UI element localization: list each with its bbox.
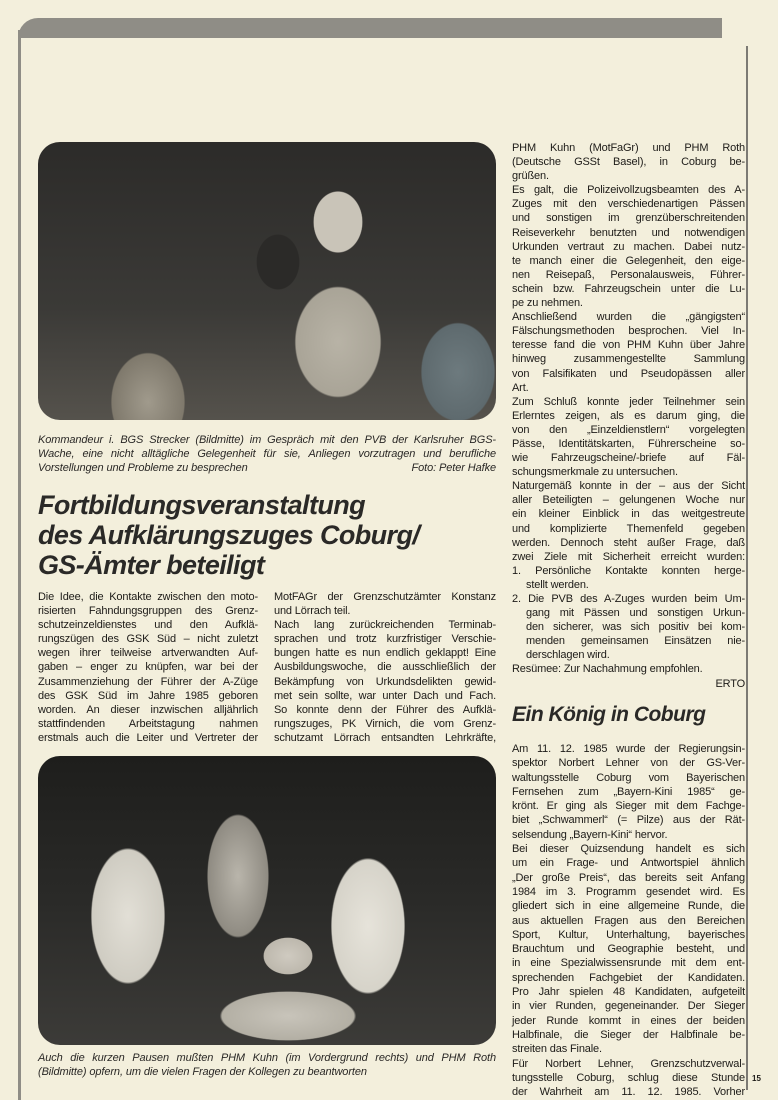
text-line: Zum Schluß konnte jeder Teilnehmer sein [512,395,745,408]
text-line: Kommandeur i. BGS Strecker (Bildmitte) im Gespräch mit den PVB der Karlsruher BGS- [38,434,496,446]
text-line: Ausbildungswoche, die ausschließlich der [274,661,496,674]
text-line: jeder Runde kommt in eines der beiden [512,1014,745,1027]
text-line: wie Fahrzeugscheine/-briefe auf Fäl- [512,452,745,465]
text-line: wegen ihrer teilweise artverwandten Auf- [38,647,258,660]
text-line: waltungsstelle Coburg vom Bayerischen [512,771,745,784]
photo2-caption [38,1051,496,1079]
text-line: hinweg zusammengestellte Sammlung [512,353,745,366]
text-line: Erlerntes zeigen, als es darum ging, die [512,409,745,422]
text-line: Sport, Kultur, Unterhaltung, bayerisches [512,928,745,941]
text-line: grüßen. [512,170,549,183]
header-band-inner [30,38,750,48]
text-line: Fälschungsmethoden besprochen. Viel In- [512,325,745,338]
text-line: und sonstigen im grenzüberschreitenden [512,212,745,225]
article2-headline: Ein König in Coburg [512,703,706,726]
text-line: Zusammenziehung der Führer der A-Züge [38,675,258,688]
text-line: der Wahrheit am 11. 12. 1985. Vorher [512,1086,745,1099]
text-line: 1. Persönliche Kontakte konnten herge- [512,564,745,577]
text-line: Reiseverkehr benutzten und notwendigen [512,226,745,239]
headline-line: des Aufklärungszuges Coburg/ [38,520,420,550]
text-line: MotFAGr der Grenzschutzämter Konstanz [274,591,496,603]
text-line: rungszügen des GSK Süd – nicht zuletzt [38,633,258,646]
text-line: Art. [512,381,529,394]
text-line: pe zu nehmen. [512,297,583,310]
text-line: erstmals auch die Leiter und Vertreter der [38,731,258,744]
text-line: tungsstelle Coburg, schlug diese Stunde [512,1071,745,1084]
text-line: aus aktuellen Fragen aus den Bereichen [512,914,745,927]
text-line: Halbfinale, die Sieger der Halbfinale be- [512,1028,745,1041]
text-line: 1984 im 3. Programm gesendet wird. Es [512,885,745,898]
text-line: aller Beteiligten – gelungenen Woche nur [512,494,745,507]
text-line: schungsmerkmale zu untersuchen. [512,466,678,479]
text-line: So konnte denn der Führer des Aufklä- [274,703,496,716]
text-line: sprachen und trotz kurzfristiger Verschie- [274,633,496,646]
text-line: Wache, eine nicht alltägliche Gelegenheit für sie, Anliegen vorzutragen und berufliche [38,448,496,460]
text-line: schutzamt Lörrach entsandten Lehrkräfte, [274,731,496,744]
page-number: 15 [752,1074,761,1083]
text-line: selsendung „Bayern-Kini“ hervor. [512,828,668,841]
text-line: teresse fand die von PHM Kuhn über Jahre [512,339,745,352]
header-band [18,18,722,38]
text-line: Pässe, Identitätskarten, Führerscheine so- [512,437,745,450]
text-line: werden. Dennoch steht außer Frage, daß [512,536,745,549]
text-line: met sein sollte, war unter Dach und Fach. [274,689,496,702]
text-line: Fernsehen zum „Bayern-Kini 1985“ ge- [512,785,745,798]
text-line: risierten Fahndungsgruppen des Grenz- [38,605,258,618]
photo1-caption [38,433,496,475]
text-line: Es galt, die Polizeivollzugsbeamten des A- [512,184,745,197]
text-line: Auch die kurzen Pausen mußten PHM Kuhn (im Vordergrund rechts) und PHM Roth [38,1052,496,1064]
text-line: Bei dieser Quizsendung handelt es sich [512,843,745,856]
text-line: Zuges mit den verschiedenartigen Pässen [512,198,745,211]
text-line: den sicherer, was sich positiv bei kom- [526,621,745,634]
text-line: zwei Ziele mit Sicherheit erreicht wurden: [512,550,745,563]
text-line: Brauchtum und Geographie besteht, und [512,943,745,956]
text-line: Resümee: Zur Nachahmung empfohlen. [512,663,703,676]
text-line: von Falsifikaten und Pseudopässen aller [512,367,745,380]
caption-line [38,461,496,475]
text-line: derschlagen wird. [526,649,610,662]
text-line: gaben – enger zu knüpfen, war bei der [38,661,258,674]
text-line: biet „Schwammerl“ (= Pilze) aus der Rät- [512,814,745,827]
text-line: gang mit Pässen und sonstigen Urkun- [526,607,745,620]
headline-line: Fortbildungsveranstaltung [38,490,366,520]
text-line: schein bzw. Fahrzeugschein unter die Lu- [512,282,745,295]
text-line: „Der große Preis“, das bereits seit Anfang [512,871,745,884]
text-line: Urkunden vertraut zu machen. Dabei nutz- [512,240,745,253]
text-line: um ein Frage- und Antwortspiel ähnlich [512,857,745,870]
text-line: spektor Norbert Lehner von der GS-Ver- [512,757,745,770]
text-line: schutzeinzeldienstes und den Aufklä- [38,619,258,632]
text-line: streiten das Finale. [512,1043,602,1056]
text-line: PHM Kuhn (MotFaGr) und PHM Roth [512,142,745,154]
text-line: ERTO [715,677,745,690]
text-line: te manch einer die Gelegenheit, den eige- [512,254,745,267]
text-line: sprechenden Fachgebiet der Kandidaten. [512,971,745,984]
article-headline [38,490,498,580]
text-line: bungen hatte es nun endlich geklappt! Eine [274,647,496,660]
text-line: menden gemeinsamen Einsätzen nie- [526,635,745,648]
article-column-1 [38,590,258,745]
photo-credit: Foto: Peter Hafke [411,462,496,474]
text-line: Nach lang zurückreichenden Terminab- [274,619,496,632]
text-line: Die Idee, die Kontakte zwischen den moto- [38,591,258,603]
text-line: und Lörrach teil. [274,605,351,618]
text-line: und komplizierte Themenfeld gegeben [512,522,745,535]
text-line: stellt werden. [526,578,589,591]
photo-document-inspection [38,756,496,1045]
text-line: in vier Runden, gegeneinander. Der Sieger [512,1000,745,1013]
text-line: Naturgemäß konnte in der – aus der Sicht [512,480,745,493]
text-line: von den „Einzeldienstlern“ vorgelegten [512,423,745,436]
text-line: gliedert sich in eine allgemeine Runde, die [512,900,745,913]
text-line: des GSK Süd im Jahre 1985 geboren [38,689,258,702]
right-border-rule [746,46,748,1090]
caption-last-line: (Bildmitte) opfern, um die vielen Fragen der Kollegen zu beantworten [38,1066,367,1078]
article2-body [512,742,745,1099]
text-line: Am 11. 12. 1985 wurde der Regierungsin- [512,743,745,755]
text-line: Anschließend wurden die „gängigsten“ [512,311,745,324]
article-column-2 [274,590,496,745]
text-line: nen Reisepaß, Personalausweis, Führer- [512,268,745,281]
text-line: Bekämpfung von Urkundsdelikten gewid- [274,675,496,688]
text-line: krönt. Er ging als Sieger mit dem Fachge- [512,800,745,813]
text-line: worden. An dieser inzwischen alljährlich [38,703,258,716]
article-column-3 [512,141,745,691]
text-line: Für Norbert Lehner, Grenzschutzverwal- [512,1057,745,1070]
photo-commander-meeting [38,142,496,420]
text-line: in eine Spezialwissensrunde mit dem ent- [512,957,745,970]
headline-line: GS-Ämter beteiligt [38,550,265,580]
left-border-rule [18,30,21,1100]
text-line: rungszuges, PK Virnich, die vom Grenz- [274,717,496,730]
text-line: 2. Die PVB des A-Zuges wurden beim Um- [512,593,745,605]
text-line: stattfindenden Arbeitstagung nahmen [38,717,258,730]
caption-last-line: Vorstellungen und Probleme zu besprechen [38,462,248,474]
text-line: (Deutsche GSSt Basel), in Coburg be- [512,156,745,169]
text-line: Pro Jahr spielen 48 Kandidaten, aufgeteilt [512,986,745,999]
text-line: ein kleiner Einblick in das weitgestreute [512,508,745,521]
